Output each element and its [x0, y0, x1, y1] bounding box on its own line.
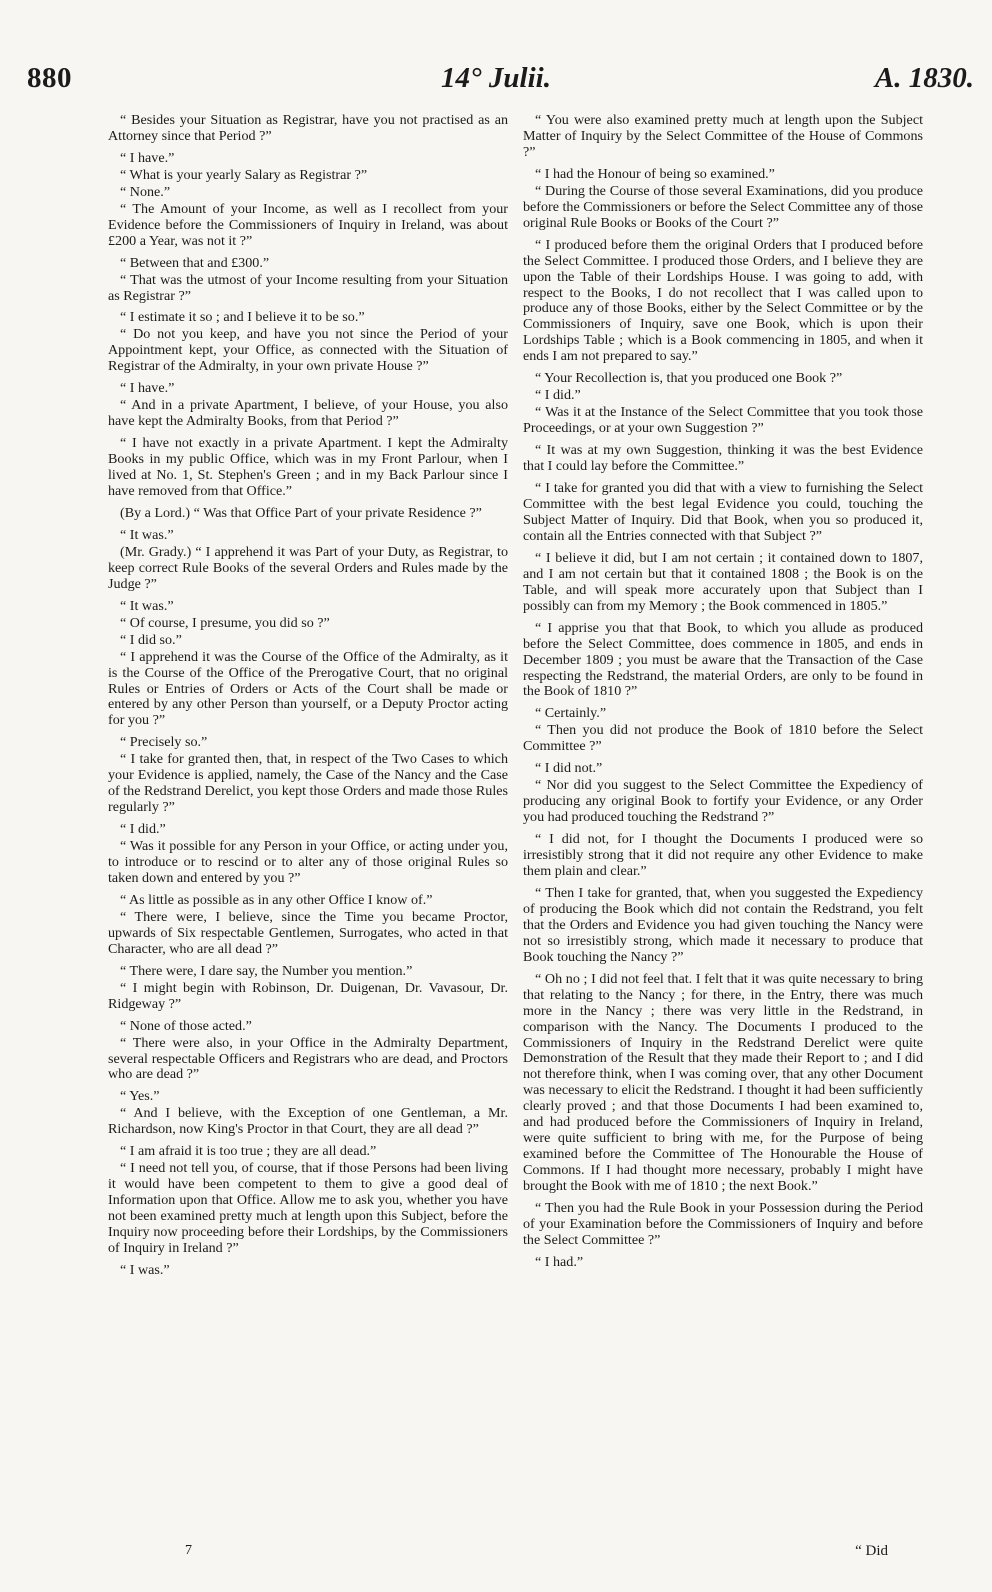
- left-column: [108, 113, 508, 1280]
- page-number: 880: [27, 62, 72, 94]
- testimony-paragraph: “ And I believe, with the Exception of one Gentleman, a Mr. Richardson, now King's Proctor in that Court, they are all dead ?”: [108, 1105, 508, 1138]
- testimony-paragraph: “ I estimate it so ; and I believe it to be so.”: [120, 309, 365, 326]
- testimony-paragraph: “ Was it at the Instance of the Select Committee that you took those Proceedings, or at your own Suggestion ?”: [523, 404, 923, 437]
- testimony-paragraph: “ What is your yearly Salary as Registrar ?”: [120, 166, 368, 183]
- testimony-paragraph: “ There were, I believe, since the Time you became Proctor, upwards of Six respectable Gentlemen, Surrogates, who acted in that Character, who are all dead ?”: [108, 908, 508, 957]
- signature-mark: 7: [185, 1543, 192, 1558]
- testimony-paragraph: “ I apprise you that that Book, to which you allude as produced before the Select Committee, does commence in 1805, and ends in December 1809 ; you must be aware that the Transaction of the Case respecting the Redstrand, the material Orders, are only to be found in the Book of 1810 ?”: [523, 619, 923, 700]
- testimony-paragraph: “ I have.”: [120, 380, 175, 397]
- testimony-paragraph: “ Then you did not produce the Book of 1810 before the Select Committee ?”: [523, 722, 923, 755]
- testimony-paragraph: “ I had the Honour of being so examined.”: [535, 165, 775, 182]
- testimony-paragraph: “ I was.”: [120, 1261, 170, 1278]
- testimony-paragraph: “ During the Course of those several Examinations, did you produce before the Commissioners or before the Select Committee any of those original Rule Books or Books of the Court ?”: [523, 182, 923, 231]
- testimony-paragraph: “ There were also, in your Office in the Admiralty Department, several respectable Officers and Registrars who are dead, and Proctors who are dead ?”: [108, 1034, 508, 1083]
- testimony-paragraph: “ I did so.”: [120, 631, 182, 648]
- session-year: A. 1830.: [874, 62, 974, 94]
- testimony-paragraph: “ Was it possible for any Person in your Office, or acting under you, to introduce or to rescind or to alter any of those original Rules so taken down and entered by you ?”: [108, 838, 508, 886]
- testimony-paragraph: “ Do not you keep, and have you not since the Period of your Appointment kept, your Office, as connected with the Situation of Registrar of the Admiralty, in your own private House ?”: [108, 326, 508, 375]
- testimony-paragraph: “ I did.”: [535, 387, 581, 404]
- testimony-paragraph: “ Your Recollection is, that you produced one Book ?”: [535, 370, 843, 387]
- testimony-paragraph: (Mr. Grady.) “ I apprehend it was Part of your Duty, as Registrar, to keep correct Rule Books of the several Orders and Rules made by the Judge ?”: [108, 543, 508, 592]
- testimony-paragraph: “ As little as possible as in any other Office I know of.”: [120, 891, 433, 908]
- testimony-paragraph: “ Then you had the Rule Book in your Possession during the Period of your Examination before the Commissioners of Inquiry and before the Select Committee ?”: [523, 1200, 923, 1248]
- testimony-paragraph: “ Then I take for granted, that, when you suggested the Expediency of producing the Book which did not contain the Redstrand, you felt that the Orders and Evidence you had given touching the Nancy were not so irresistibly strong, which made it necessary to produce that Book touching the Nancy ?”: [523, 884, 923, 965]
- testimony-paragraph: “ I have.”: [120, 149, 175, 166]
- testimony-paragraph: “ Nor did you suggest to the Select Committee the Expediency of producing any original Book to fortify your Evidence, or any Order you had produced touching the Redstrand ?”: [523, 777, 923, 826]
- testimony-paragraph: “ I might begin with Robinson, Dr. Duigenan, Dr. Vavasour, Dr. Ridgeway ?”: [108, 979, 508, 1012]
- testimony-paragraph: “ Between that and £300.”: [120, 254, 270, 271]
- testimony-paragraph: “ I apprehend it was the Course of the Office of the Admiralty, as it is the Course of the Office of the Prerogative Court, that no original Rules or Entries of Orders or Acts of the Court shall be made or entered by any other Person than yourself, or a Deputy Proctor acting for you ?”: [108, 648, 508, 729]
- testimony-paragraph: “ I am afraid it is too true ; they are all dead.”: [120, 1143, 377, 1160]
- testimony-paragraph: “ I take for granted then, that, in respect of the Two Cases to which your Evidence is applied, namely, the Case of the Nancy and the Case of the Redstrand Derelict, you kept those Orders and made those Rules regularly ?”: [108, 751, 508, 816]
- testimony-paragraph: “ I have not exactly in a private Apartment. I kept the Admiralty Books in my public Office, which was in my Front Parlour, when I lived at No. 1, St. Stephen's Green ; and in my Back Parlour since I have removed from that Office.”: [108, 435, 508, 500]
- testimony-paragraph: “ Certainly.”: [535, 705, 607, 722]
- testimony-paragraph: (By a Lord.) “ Was that Office Part of your private Residence ?”: [120, 504, 482, 521]
- testimony-paragraph: “ Of course, I presume, you did so ?”: [120, 614, 330, 631]
- testimony-paragraph: “ The Amount of your Income, as well as I recollect from your Evidence before the Commissioners of Inquiry in Ireland, was about £200 a Year, was not it ?”: [108, 200, 508, 249]
- right-column: [523, 113, 923, 1272]
- catchword: “ Did: [855, 1543, 888, 1559]
- testimony-paragraph: “ Besides your Situation as Registrar, have you not practised as an Attorney since that Period ?”: [108, 112, 508, 144]
- testimony-paragraph: “ Oh no ; I did not feel that. I felt that it was quite necessary to bring that relating to the Nancy ; for there, in the Entry, there was much more in the Nancy ; there was very little in the Redstrand, in comparison with the Nancy. The Documents I produced to the Commissioners of Inquiry in the Redstrand Derelict were quite Demonstration of the Result that they made their Report to ; and I did not therefore think, when I was coming over, that any other Document was necessary to elicit the Redstrand. I thought it had been sufficiently clearly proved ; and that those Documents I had been examined to, and had produced before the Commissioners of Inquiry in Ireland, were quite sufficient to bring with me, for the Purpose of being examined before the Committee of The Honourable the House of Commons. If I had thought more necessary, probably I might have brought the Book with me of 1810 ; the next Book.”: [523, 970, 923, 1195]
- testimony-paragraph: “ It was at my own Suggestion, thinking it was the best Evidence that I could lay before the Committee.”: [523, 442, 923, 475]
- testimony-paragraph: “ I did not, for I thought the Documents I produced were so irresistibly strong that it did not require any other Evidence to make them plain and clear.”: [523, 831, 923, 879]
- testimony-paragraph: “ Precisely so.”: [120, 734, 208, 751]
- testimony-paragraph: “ None.”: [120, 183, 171, 200]
- testimony-paragraph: “ I did not.”: [535, 760, 603, 777]
- testimony-paragraph: “ I did.”: [120, 821, 166, 838]
- testimony-paragraph: “ It was.”: [120, 526, 174, 543]
- testimony-paragraph: “ I need not tell you, of course, that if those Persons had been living it would have been competent to them to give a good deal of Information upon that Office. Allow me to ask you, whether you have not been examined pretty much at length upon this Subject, before the Inquiry now proceeding before their Lordships, by the Commissioners of Inquiry in Ireland ?”: [108, 1160, 508, 1256]
- testimony-paragraph: “ There were, I dare say, the Number you mention.”: [120, 962, 413, 979]
- testimony-paragraph: “ Yes.”: [120, 1088, 160, 1105]
- testimony-paragraph: “ And in a private Apartment, I believe, of your House, you also have kept the Admiralty Books, from that Period ?”: [108, 397, 508, 430]
- testimony-paragraph: “ You were also examined pretty much at length upon the Subject Matter of Inquiry by the Select Committee of the House of Commons ?”: [523, 112, 923, 160]
- testimony-paragraph: “ I had.”: [535, 1253, 584, 1270]
- testimony-paragraph: “ I believe it did, but I am not certain ; it contained down to 1807, and I am not certain but that it contained 1808 ; the Book is on the Table, and will speak more accurately upon that Subject than I possibly can from my Memory ; the Book commenced in 1805.”: [523, 549, 923, 614]
- testimony-paragraph: “ It was.”: [120, 597, 174, 614]
- testimony-paragraph: “ None of those acted.”: [120, 1017, 252, 1034]
- session-date: 14° Julii.: [441, 62, 551, 94]
- page-header: [0, 0, 992, 100]
- testimony-paragraph: “ I produced before them the original Orders that I produced before the Select Committee. I produced those Orders, and I believe they are upon the Table of their Lordships House. I was going to add, with respect to the Books, I do not recollect that I was called upon to produce any of those Books, either by the Select Committee or by the Commissioners of Inquiry, save one Book, which is upon their Lordships Table ; which is a Book commencing in 1805, and when it ends I am not prepared to say.”: [523, 236, 923, 365]
- testimony-paragraph: “ That was the utmost of your Income resulting from your Situation as Registrar ?”: [108, 271, 508, 304]
- testimony-paragraph: “ I take for granted you did that with a view to furnishing the Select Committee with the best legal Evidence you could, touching the Subject Matter of Inquiry. Did that Book, when you so produced it, contain all the Entries connected with that Subject ?”: [523, 480, 923, 544]
